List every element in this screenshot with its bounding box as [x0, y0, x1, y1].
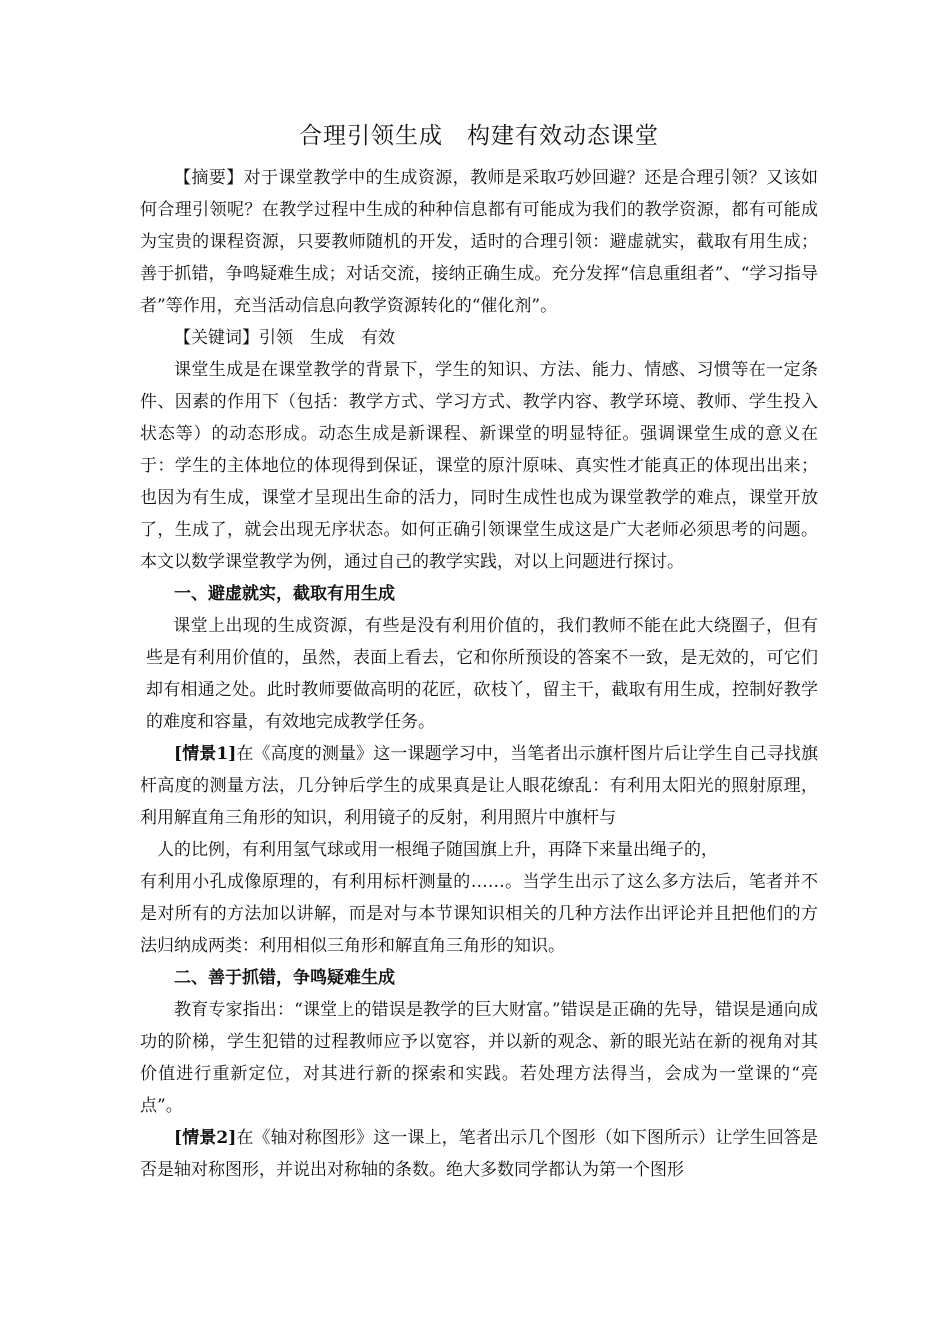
section2-heading: 二、善于抓错，争鸣疑难生成: [174, 968, 395, 988]
keywords-text: 引领 生成 有效: [259, 328, 395, 348]
abstract-text: 对于课堂教学中的生成资源，教师是采取巧妙回避？还是合理引领？又该如何合理引领呢？在教学过程中生成的种种信息都有可能成为我们的教学资源，都有可能成为宝贵的课程资源，只要教师随机的开发，适时的合理引领：避虚就实，截取有用生成；善于抓错，争鸣疑难生成；对话交流，接纳正确生成。充分发挥“信息重组者”、“学习指导者”等作用，充当活动信息向教学资源转化的“催化剂”。: [140, 168, 819, 316]
document-title: 合理引领生成 构建有效动态课堂: [299, 123, 659, 149]
case2-paragraph: [140, 1122, 818, 1186]
case1-continuation-2: 有利用小孔成像原理的，有利用标杆测量的……。当学生出示了这么多方法后，笔者并不是对所有的方法加以讲解，而是对与本节课知识相关的几种方法作出评论并且把他们的方法归纳成两类：利用相似三角形和解直角三角形的知识。: [140, 872, 818, 956]
abstract-paragraph: [140, 162, 818, 322]
case2-text: 在《轴对称图形》这一课上，笔者出示几个图形（如下图所示）让学生回答是否是轴对称图形，并说出对称轴的条数。绝大多数同学都认为第一个图形: [140, 1128, 818, 1180]
abstract-label: 【摘要】: [174, 168, 244, 188]
case1-paragraph: [140, 738, 818, 834]
section1-heading: 一、避虚就实，截取有用生成: [174, 584, 395, 604]
section1-paragraph: 课堂上出现的生成资源，有些是没有利用价值的，我们教师不能在此大绕圈子，但有些是有利用价值的，虽然，表面上看去，它和你所预设的答案不一致，是无效的，可它们却有相通之处。此时教师要做高明的花匠，砍枝丫，留主干，截取有用生成，控制好教学的难度和容量，有效地完成教学任务。: [146, 616, 818, 732]
keywords-line: [140, 322, 818, 354]
case1-continuation-1: 人的比例，有利用氢气球或用一根绳子随国旗上升，再降下来量出绳子的，: [157, 840, 718, 860]
section2-paragraph: 教育专家指出：“课堂上的错误是教学的巨大财富。”错误是正确的先导，错误是通向成功的阶梯，学生犯错的过程教师应予以宽容，并以新的观念、新的眼光站在新的视角对其价值进行重新定位，对其进行新的探索和实践。若处理方法得当，会成为一堂课的“亮点”。: [140, 1000, 818, 1116]
case1-label: [情景1]: [174, 744, 237, 764]
intro-paragraph: 课堂生成是在课堂教学的背景下，学生的知识、方法、能力、情感、习惯等在一定条件、因素的作用下（包括：教学方式、学习方式、教学内容、教学环境、教师、学生投入状态等）的动态形成。动态生成是新课程、新课堂的明显特征。强调课堂生成的意义在于：学生的主体地位的体现得到保证，课堂的原汁原味、真实性才能真正的体现出出来；也因为有生成，课堂才呈现出生命的活力，同时生成性也成为课堂教学的难点，课堂开放了，生成了，就会出现无序状态。如何正确引领课堂生成这是广大老师必须思考的问题。本文以数学课堂教学为例，通过自己的教学实践，对以上问题进行探讨。: [140, 360, 818, 572]
case1-text-1: 在《高度的测量》这一课题学习中，当笔者出示旗杆图片后让学生自己寻找旗杆高度的测量方法，几分钟后学生的成果真是让人眼花缭乱：有利用太阳光的照射原理，利用解直角三角形的知识，利用镜子的反射，利用照片中旗杆与: [140, 744, 818, 828]
case2-label: [情景2]: [174, 1128, 237, 1148]
keywords-label: 【关键词】: [174, 328, 259, 348]
